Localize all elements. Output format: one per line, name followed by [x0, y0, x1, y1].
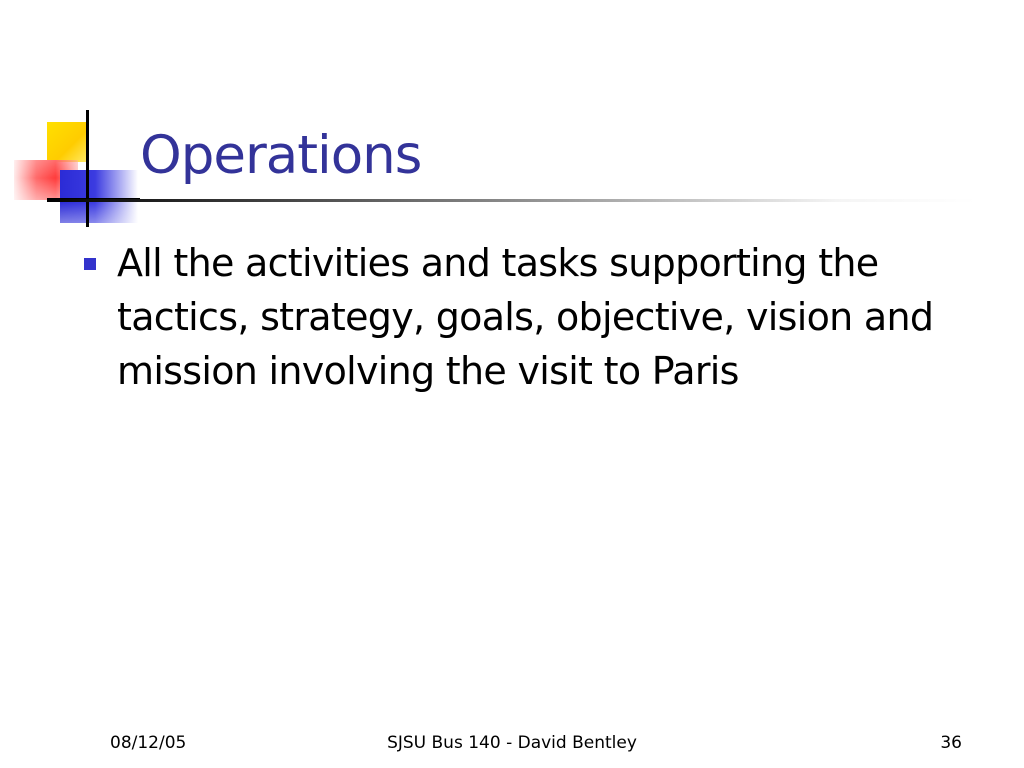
footer-date: 08/12/05: [110, 733, 187, 753]
yellow-square: [47, 122, 87, 162]
page-number: 36: [940, 733, 962, 753]
square-bullet-icon: [84, 258, 96, 270]
bullet-text: All the activities and tasks supporting the tactics, strategy, goals, objective, vision and mission involving the visit to Paris: [117, 241, 934, 393]
footer-title: SJSU Bus 140 - David Bentley: [387, 733, 637, 753]
bullet-item: [80, 236, 960, 398]
blue-square: [60, 170, 138, 223]
title-underline: [47, 199, 977, 202]
bullet-list: [80, 236, 960, 398]
vertical-rule: [86, 110, 89, 227]
slide-title: Operations: [140, 125, 422, 186]
